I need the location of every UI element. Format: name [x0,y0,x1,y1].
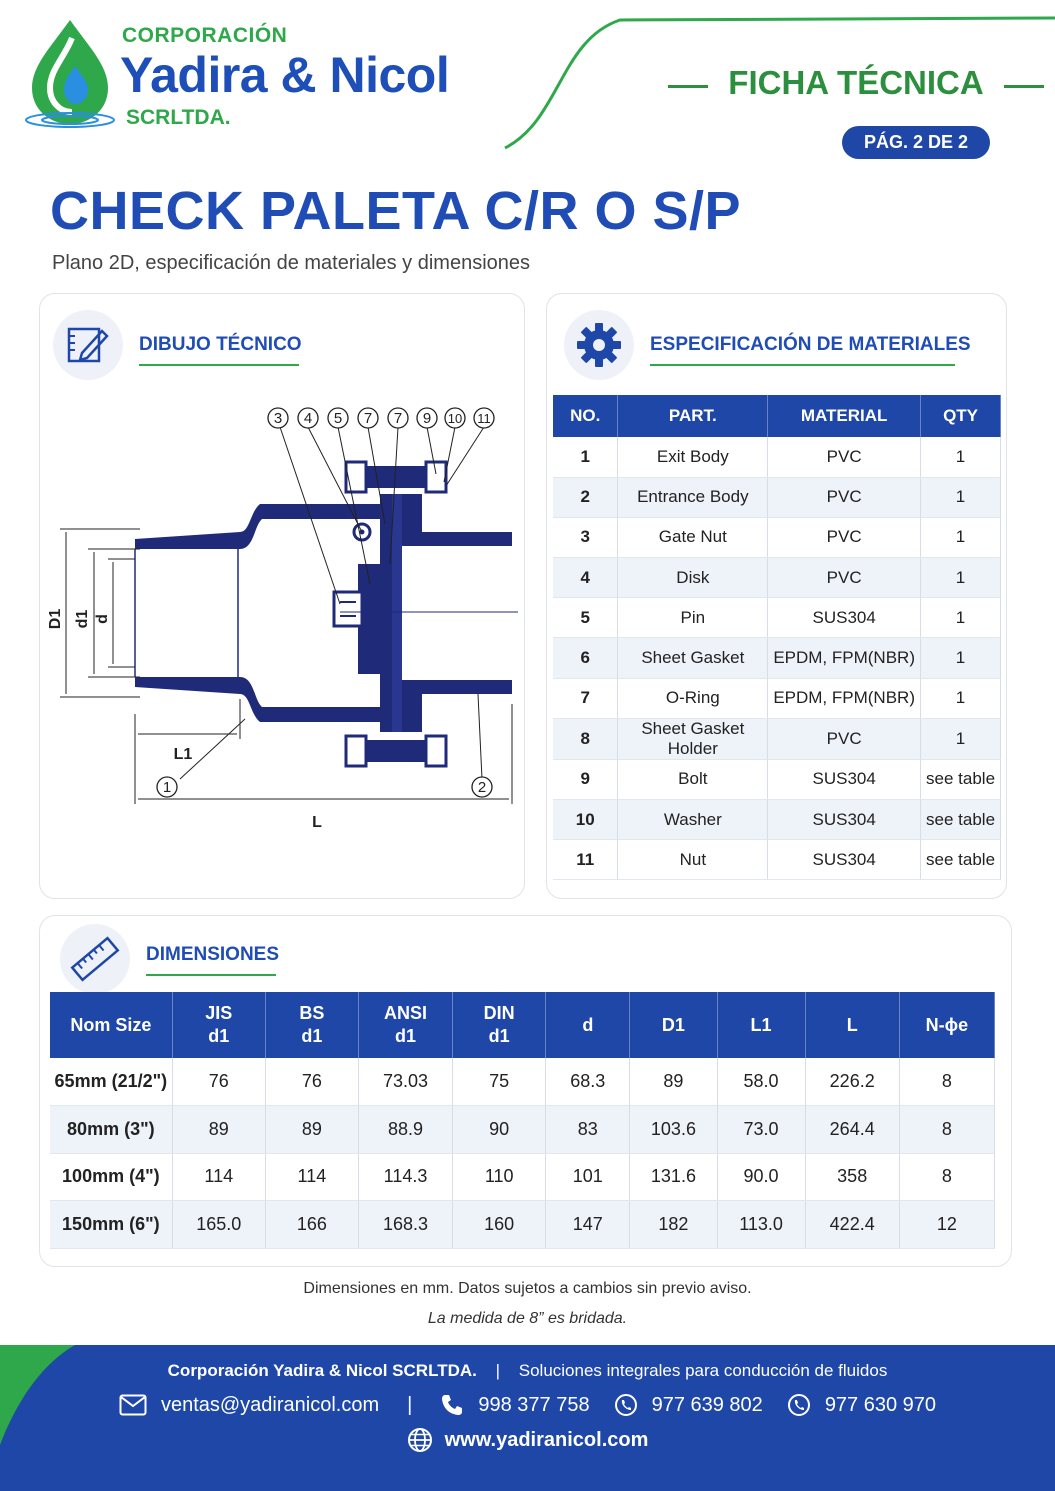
footer-tagline: Soluciones integrales para conducción de fluidos [518,1361,888,1380]
cell-qty: 1 [921,437,1001,477]
cell-part: Exit Body [618,437,768,477]
cell-value: 101 [546,1153,630,1201]
cell-nom-size: 150mm (6") [50,1201,172,1249]
dim-col-header [172,992,265,1058]
footer-phone[interactable]: 998 377 758 [478,1393,590,1416]
gear-icon [575,321,623,369]
cell-value: 114 [265,1153,358,1201]
cell-part: Bolt [618,759,768,799]
footer-whatsapp-1[interactable]: 977 639 802 [651,1393,763,1416]
dim-col-header-sub: d1 [208,1026,230,1046]
dim-col-header-main: ANSI [384,1003,428,1023]
col-header-part: PART. [618,395,768,437]
whatsapp-icon [614,1393,638,1417]
callout-2: 2 [477,779,487,796]
cell-value: 113.0 [717,1201,805,1249]
page-indicator-badge: PÁG. 2 DE 2 [842,126,990,159]
cell-value: 89 [265,1106,358,1154]
table-row [553,718,1001,759]
flange-note: La medida de 8” es bridada. [427,1310,628,1327]
cell-no: 4 [553,558,618,598]
whatsapp-icon [787,1393,811,1417]
footer-whatsapp-2[interactable]: 977 630 970 [824,1393,937,1416]
dim-col-header [546,992,630,1058]
dim-col-header-sub: d1 [301,1026,323,1046]
brand-name: Yadira & Nicol [120,47,450,103]
drawing-icon [53,310,123,380]
page-title: CHECK PALETA C/R O S/P [50,181,742,241]
table-row [50,1201,995,1249]
callout-3: 3 [273,410,283,427]
cell-material: PVC [768,477,921,517]
footer-divider: | [495,1361,501,1380]
callout-9: 9 [422,410,432,427]
dim-col-header [717,992,805,1058]
callout-1: 1 [162,779,172,796]
table-row [553,638,1001,678]
materials-header-row [553,395,1001,437]
table-row [553,598,1001,638]
table-row [553,517,1001,557]
globe-icon [407,1427,433,1453]
col-header-no: NO. [553,395,618,437]
cell-value: 264.4 [805,1106,899,1154]
cell-material: EPDM, FPM(NBR) [768,638,921,678]
dim-col-header-main: L1 [750,1014,772,1035]
dimensions-title-underline [146,974,276,976]
cell-no: 5 [553,598,618,638]
drawing-title-underline [139,364,299,366]
cell-value: 147 [546,1201,630,1249]
cell-no: 2 [553,477,618,517]
callout-7b: 7 [393,410,403,427]
cell-no: 7 [553,678,618,718]
cell-value: 182 [630,1201,717,1249]
drawing-card-title: DIBUJO TÉCNICO [139,334,302,355]
cell-value: 90 [453,1106,546,1154]
cell-material: SUS304 [768,598,921,638]
materials-table [553,395,1001,880]
page-header [0,0,1055,170]
materials-card-title: ESPECIFICACIÓN DE MATERIALES [650,334,971,355]
materials-title-underline [650,364,955,366]
dim-col-header [899,992,994,1058]
cell-value: 110 [453,1153,546,1201]
dim-label-L: L [312,814,322,831]
cell-no: 10 [553,800,618,840]
dimensions-header-row [50,992,995,1058]
footer-email-link[interactable]: ventas@yadiranicol.com [160,1393,380,1416]
dim-col-header-main: D1 [661,1014,685,1035]
cell-qty: 1 [921,477,1001,517]
cell-no: 11 [553,840,618,880]
cell-qty: 1 [921,598,1001,638]
cell-value: 90.0 [717,1153,805,1201]
dim-col-header-main: DIN [483,1003,515,1023]
cell-nom-size: 65mm (21/2") [50,1058,172,1106]
footer-contacts [0,1393,1055,1417]
cell-no: 6 [553,638,618,678]
cell-qty: 1 [921,558,1001,598]
ruler-icon [70,934,120,984]
cell-value: 88.9 [358,1106,452,1154]
valve-technical-drawing [40,374,526,894]
cell-material: SUS304 [768,759,921,799]
table-row [553,678,1001,718]
cell-value: 8 [899,1058,994,1106]
cell-value: 76 [265,1058,358,1106]
cell-value: 226.2 [805,1058,899,1106]
cell-part: Pin [618,598,768,638]
callout-11: 11 [477,411,491,426]
cell-value: 76 [172,1058,265,1106]
materials-icon [564,310,634,380]
cell-material: EPDM, FPM(NBR) [768,678,921,718]
cell-part: Sheet Gasket [618,638,768,678]
cell-value: 83 [546,1106,630,1154]
cell-qty: see table [921,840,1001,880]
table-row [553,437,1001,477]
page-subtitle: Plano 2D, especificación de materiales y dimensiones [52,252,531,274]
table-row [553,800,1001,840]
cell-value: 166 [265,1201,358,1249]
cell-value: 68.3 [546,1058,630,1106]
cell-nom-size: 80mm (3") [50,1106,172,1154]
callout-5: 5 [333,410,343,427]
cell-value: 358 [805,1153,899,1201]
cell-value: 160 [453,1201,546,1249]
table-row [553,759,1001,799]
cell-value: 103.6 [630,1106,717,1154]
cell-value: 12 [899,1201,994,1249]
footer-website-line [0,1427,1055,1453]
cell-no: 1 [553,437,618,477]
cell-part: Nut [618,840,768,880]
cell-value: 75 [453,1058,546,1106]
dim-label-d1: d1 [74,609,91,629]
cell-part: Washer [618,800,768,840]
table-row [50,1058,995,1106]
brand-sub-text: SCRLTDA. [126,106,231,129]
company-logo-icon [20,18,120,133]
cell-part: O-Ring [618,678,768,718]
ficha-right-line [1004,85,1044,88]
col-header-material: MATERIAL [768,395,921,437]
callout-4: 4 [303,410,313,427]
dim-label-L1: L1 [173,746,193,763]
cell-qty: see table [921,759,1001,799]
dimensions-note: Dimensiones en mm. Datos sujetos a cambios sin previo aviso. [303,1280,752,1297]
dim-col-header [358,992,452,1058]
cell-no: 3 [553,517,618,557]
dim-col-header [805,992,899,1058]
cell-value: 114 [172,1153,265,1201]
cell-qty: 1 [921,718,1001,759]
footer-website-link[interactable]: www.yadiranicol.com [444,1428,649,1451]
dim-col-header [453,992,546,1058]
cell-qty: see table [921,800,1001,840]
cell-material: PVC [768,718,921,759]
dimensions-card-title: DIMENSIONES [146,944,280,965]
dimensions-icon [60,924,130,994]
table-row [553,840,1001,880]
phone-icon [440,1393,464,1417]
table-row [50,1106,995,1154]
dim-label-d: d [94,614,111,624]
dim-col-header-sub: d1 [395,1026,417,1046]
col-header-qty: QTY [921,395,1001,437]
cell-value: 89 [172,1106,265,1154]
cell-value: 8 [899,1106,994,1154]
cell-value: 131.6 [630,1153,717,1201]
cell-value: 8 [899,1153,994,1201]
table-row [553,477,1001,517]
dimensions-table [50,992,995,1249]
cell-value: 114.3 [358,1153,452,1201]
brand-top-text: CORPORACIÓN [122,24,288,47]
cell-material: PVC [768,558,921,598]
cell-material: PVC [768,517,921,557]
cell-part: Disk [618,558,768,598]
cell-part: Entrance Body [618,477,768,517]
dim-col-header-main: Nom Size [70,1014,152,1035]
cell-value: 58.0 [717,1058,805,1106]
dim-col-header-main: BS [299,1003,325,1023]
cell-material: SUS304 [768,800,921,840]
callout-7a: 7 [363,410,373,427]
table-row [50,1153,995,1201]
cell-no: 8 [553,718,618,759]
callout-10: 10 [447,411,463,426]
email-icon [119,1394,147,1416]
cell-material: SUS304 [768,840,921,880]
cell-value: 73.0 [717,1106,805,1154]
cell-qty: 1 [921,638,1001,678]
cell-material: PVC [768,437,921,477]
dim-col-header-main: L [846,1014,858,1035]
cell-value: 422.4 [805,1201,899,1249]
footer-company-name: Corporación Yadira & Nicol SCRLTDA. [167,1361,477,1380]
cell-part: Sheet Gasket Holder [618,718,768,759]
cell-qty: 1 [921,517,1001,557]
dim-col-header [630,992,717,1058]
dim-col-header-sub: d1 [488,1026,510,1046]
dim-col-header-main: d [582,1014,594,1035]
cell-value: 168.3 [358,1201,452,1249]
cell-qty: 1 [921,678,1001,718]
cell-value: 165.0 [172,1201,265,1249]
cell-no: 9 [553,759,618,799]
dim-col-header-main: N-ϕe [925,1014,969,1035]
cell-part: Gate Nut [618,517,768,557]
cell-value: 89 [630,1058,717,1106]
cell-nom-size: 100mm (4") [50,1153,172,1201]
drawing-card [39,293,525,899]
footer-contact-divider: | [407,1393,413,1416]
footer-company-line [0,1361,1055,1381]
dim-col-header-main: JIS [205,1003,233,1023]
dim-col-header [265,992,358,1058]
dim-col-header [50,992,172,1058]
document-type: FICHA TÉCNICA [728,64,984,101]
table-row [553,558,1001,598]
dim-label-D1: D1 [47,608,64,630]
cell-value: 73.03 [358,1058,452,1106]
